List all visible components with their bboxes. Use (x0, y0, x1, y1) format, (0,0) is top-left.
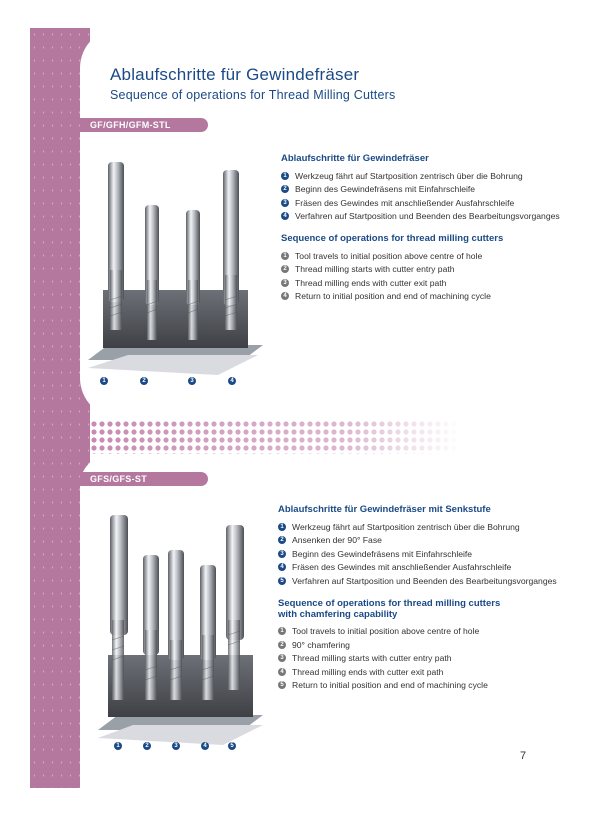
list-item: 3 Beginn des Gewindefräsens mit Einfahrschleife (278, 547, 557, 561)
section2-heading-en: Sequence of operations for thread milling cutters with chamfering capability (278, 597, 501, 620)
section1-heading-en: Sequence of operations for thread milling cutters (281, 233, 504, 244)
step-marker-1-3: 3 (188, 369, 202, 387)
steps-list-en-2 (278, 625, 557, 693)
step-marker-2-5: 5 (228, 734, 242, 752)
list-item: 3 Thread milling starts with cutter entry path (278, 652, 557, 666)
page-title-de: Ablaufschritte für Gewindefräser (110, 65, 360, 84)
section-tag-2: GFS/GFS-ST (80, 472, 208, 486)
list-item: 2 Beginn des Gewindefräsens mit Einfahrschleife (281, 183, 560, 197)
list-item: 5 Verfahren auf Startposition und Beenden des Bearbeitungsvorganges (278, 574, 557, 588)
list-item: 1 Werkzeug fährt auf Startposition zentrisch über die Bohrung (278, 520, 557, 534)
list-item: 2 90° chamfering (278, 638, 557, 652)
steps-block-2 (278, 504, 557, 702)
list-item: 4 Verfahren auf Startposition und Beenden des Bearbeitungsvorganges (281, 210, 560, 224)
list-item: 4 Fräsen des Gewindes mit anschließender Ausfahrschleife (278, 561, 557, 575)
thread-mill-illustration-2 (98, 510, 268, 750)
step-marker-1-1: 1 (100, 369, 114, 387)
list-item: 4 Thread milling ends with cutter exit path (278, 665, 557, 679)
step-marker-1-2: 2 (140, 369, 154, 387)
list-item: 4 Return to initial position and end of machining cycle (281, 290, 560, 304)
step-marker-2-1: 1 (114, 734, 128, 752)
section1-heading-de: Ablaufschritte für Gewindefräser (281, 153, 429, 164)
step-marker-2-2: 2 (143, 734, 157, 752)
step-marker-2-3: 3 (172, 734, 186, 752)
step-marker-1-4: 4 (228, 369, 242, 387)
steps-list-en-1 (281, 249, 560, 303)
page-number: 7 (520, 750, 527, 762)
list-item: 1 Tool travels to initial position above centre of hole (281, 249, 560, 263)
thread-mill-illustration-1 (88, 150, 268, 390)
list-item: 3 Thread milling ends with cutter exit path (281, 276, 560, 290)
steps-block-1 (281, 153, 560, 313)
list-item: 1 Tool travels to initial position above centre of hole (278, 625, 557, 639)
section2-heading-de: Ablaufschritte für Gewindefräser mit Senkstufe (278, 504, 491, 515)
decorative-dot-band (90, 420, 460, 454)
list-item: 2 Ansenken der 90° Fase (278, 534, 557, 548)
list-item: 2 Thread milling starts with cutter entry path (281, 263, 560, 277)
list-item: 1 Werkzeug fährt auf Startposition zentrisch über die Bohrung (281, 169, 560, 183)
list-item: 3 Fräsen des Gewindes mit anschließender Ausfahrschleife (281, 196, 560, 210)
steps-list-de-2 (278, 520, 557, 588)
list-item: 5 Return to initial position and end of machining cycle (278, 679, 557, 693)
step-marker-2-4: 4 (201, 734, 215, 752)
steps-list-de-1 (281, 169, 560, 223)
page-title-en: Sequence of operations for Thread Milling Cutters (110, 88, 396, 102)
section-tag-1: GF/GFH/GFM-STL (80, 118, 208, 132)
